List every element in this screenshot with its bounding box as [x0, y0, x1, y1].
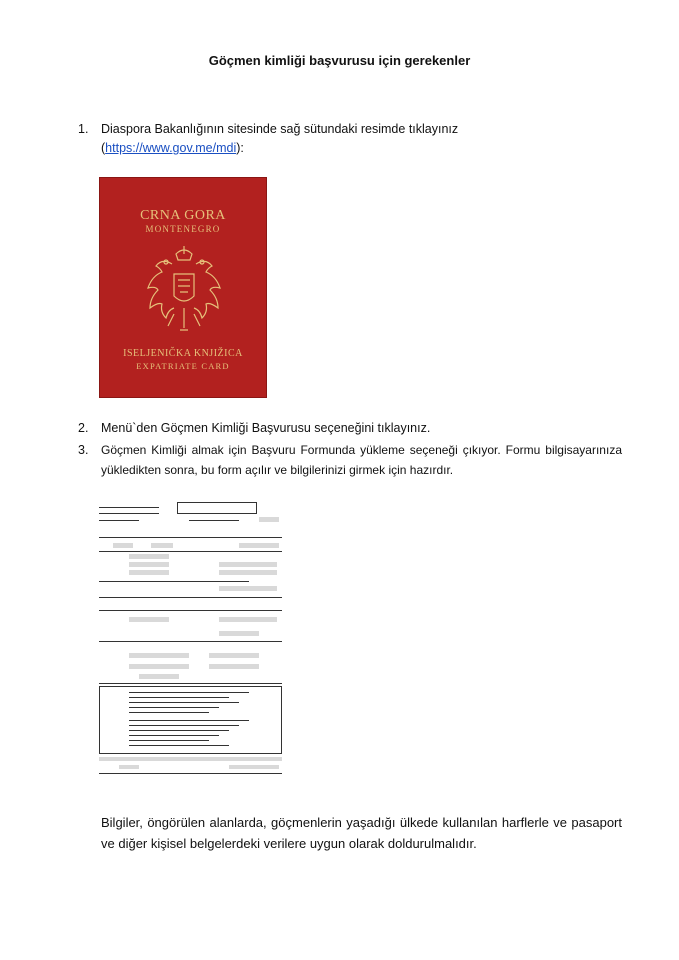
step-number: 3.	[78, 443, 89, 457]
step-text: Göçmen Kimliği almak için Başvuru Formunda yükleme seçeneği çıkıyor. Formu bilgisayarınıza yükledikten sonra, bu form açılır ve bilgilerinizi girmek için hazırdır.	[101, 443, 622, 477]
step-number: 1.	[78, 122, 89, 136]
step-text: Diaspora Bakanlığının sitesinde sağ sütundaki resimde tıklayınız	[101, 122, 459, 136]
card-line-4: EXPATRIATE CARD	[136, 361, 230, 371]
paren-close: ):	[236, 141, 244, 155]
gov-me-link[interactable]: https://www.gov.me/mdi	[105, 141, 237, 155]
closing-paragraph: Bilgiler, öngörülen alanlarda, göçmenlerin yaşadığı ülkede kullanılan harflerle ve pasaport ve diğer kişisel belgelerdeki verilere uygun olarak doldurulmalıdır.	[101, 815, 622, 851]
double-headed-eagle-emblem-icon	[144, 244, 224, 336]
expatriate-card-image	[99, 177, 267, 398]
card-line-2: MONTENEGRO	[145, 224, 221, 234]
page-title: Göçmen kimliği başvurusu için gerekenler	[208, 53, 471, 68]
step-number: 2.	[78, 421, 89, 435]
application-form-thumbnail	[99, 493, 282, 775]
card-line-1: CRNA GORA	[140, 208, 226, 223]
step-link-line	[101, 138, 244, 158]
step-text: Menü`den Göçmen Kimliği Başvurusu seçeneğini tıklayınız.	[101, 421, 431, 435]
card-line-3: ISELJENIČKA KNJIŽICA	[123, 348, 243, 359]
paren-open: (	[101, 141, 106, 155]
